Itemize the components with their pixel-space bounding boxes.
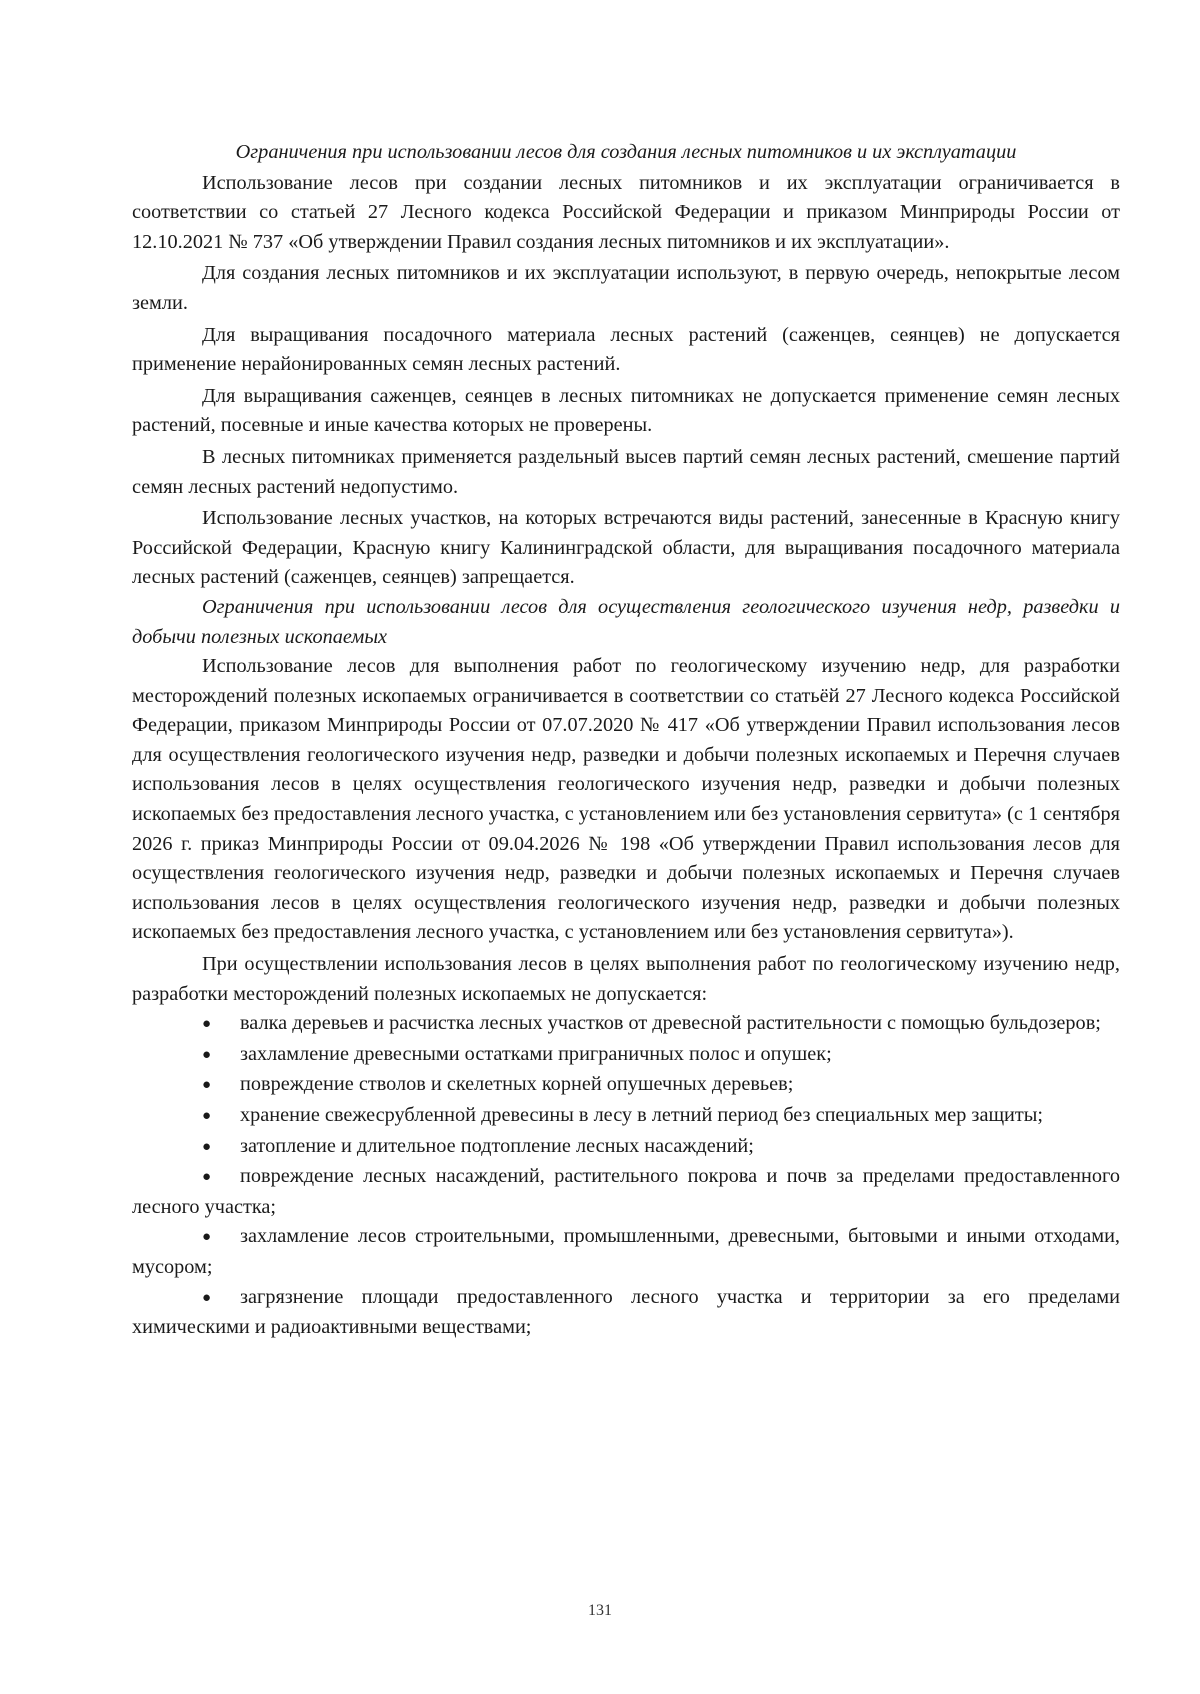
bullet-icon: ● <box>202 1016 212 1033</box>
paragraph: В лесных питомниках применяется раздельный высев партий семян лесных растений, смешение партий семян лесных растений недопустимо. <box>132 445 1120 498</box>
paragraph: Использование лесных участков, на которых встречаются виды растений, занесенные в Красную книгу Российской Федерации, Красную книгу Калининградской области, для выращивания посадочного материала лесных растений (саженцев, сеянцев) запрещается. <box>132 507 1120 589</box>
bullet-icon: ● <box>202 1077 212 1094</box>
section-heading-nurseries: Ограничения при использовании лесов для создания лесных питомников и их эксплуатации <box>235 141 1017 163</box>
paragraph: При осуществлении использования лесов в целях выполнения работ по геологическому изучению недр, разработки месторождений полезных ископаемых не допускается: <box>132 953 1120 1005</box>
paragraph: Использование лесов для выполнения работ по геологическому изучению недр, для разработки месторождений полезных ископаемых ограничивается в соответствии со статьёй 27 Лесного кодекса Российской Федерации, приказом Минприроды России от 07.07.2020 № 417 «Об утверждении Правил использования лесов для осуществления геологического изучения недр, разведки и добычи полезных ископаемых и Перечня случаев использования лесов в целях осуществления геологического изучения недр, разведки и добычи полезных ископаемых без предоставления лесного участка, с установлением или без установления сервитута» (с 1 сентября 2026 г. приказ Минприроды России от 09.04.2026 № 198 «Об утверждении Правил использования лесов для осуществления геологического изучения недр, разведки и добычи полезных ископаемых и Перечня случаев использования лесов в целях осуществления геологического изучения недр, разведки и добычи полезных ископаемых без предоставления лесного участка, с установлением или без установления сервитута»). <box>132 655 1120 944</box>
paragraph: Для выращивания саженцев, сеянцев в лесных питомниках не допускается применение семян лесных растений, посевные и иные качества которых не проверены. <box>132 384 1120 437</box>
list-item-text: повреждение стволов и скелетных корней опушечных деревьев; <box>240 1073 794 1096</box>
paragraph: Для создания лесных питомников и их эксплуатации используют, в первую очередь, непокрытые лесом земли. <box>132 262 1120 314</box>
page-content <box>132 138 1120 1343</box>
list-item <box>132 1101 1120 1132</box>
bullet-icon: ● <box>202 1229 212 1246</box>
bullet-icon: ● <box>202 1108 212 1124</box>
list-item <box>132 1283 1120 1343</box>
list-item <box>132 1070 1120 1101</box>
bullet-icon: ● <box>202 1138 212 1155</box>
list-item-text: валка деревьев и расчистка лесных участков от древесной растительности с помощью бульдозеров; <box>240 1012 1101 1035</box>
list-item <box>132 1040 1120 1071</box>
list-item-text: повреждение лесных насаждений, растительного покрова и почв за пределами предоставленного лесного участка; <box>132 1165 1120 1218</box>
list-item-text: загрязнение площади предоставленного лесного участка и территории за его пределами химическими и радиоактивными веществами; <box>132 1285 1120 1339</box>
paragraph: Для выращивания посадочного материала лесных растений (саженцев, сеянцев) не допускается применение нерайонированных семян лесных растений. <box>132 323 1120 376</box>
list-item-text: захламление лесов строительными, промышленными, древесными, бытовыми и иными отходами, мусором; <box>132 1225 1120 1278</box>
list-item-text: хранение свежесрубленной древесины в лесу в летний период без специальных мер защиты; <box>240 1104 1044 1126</box>
list-item-text: затопление и длительное подтопление лесных насаждений; <box>240 1134 754 1157</box>
bullet-icon: ● <box>202 1289 212 1306</box>
list-item-text: захламление древесными остатками приграничных полос и опушек; <box>240 1042 832 1065</box>
paragraph: Использование лесов при создании лесных питомников и их эксплуатации ограничивается в соответствии со статьей 27 Лесного кодекса Российской Федерации и приказом Минприроды России от 12.10.2021 № 737 «Об утверждении Правил создания лесных питомников и их эксплуатации». <box>132 171 1120 253</box>
section-heading-geology: Ограничения при использовании лесов для осуществления геологического изучения недр, разведки и добычи полезных ископаемых <box>132 595 1120 648</box>
list-item <box>132 1222 1120 1282</box>
page-number: 131 <box>588 1602 612 1619</box>
bullet-icon: ● <box>202 1046 212 1063</box>
list-item <box>132 1162 1120 1222</box>
bullet-icon: ● <box>202 1169 212 1186</box>
list-item <box>132 1132 1120 1163</box>
restrictions-list <box>132 1009 1120 1343</box>
list-item <box>132 1009 1120 1040</box>
